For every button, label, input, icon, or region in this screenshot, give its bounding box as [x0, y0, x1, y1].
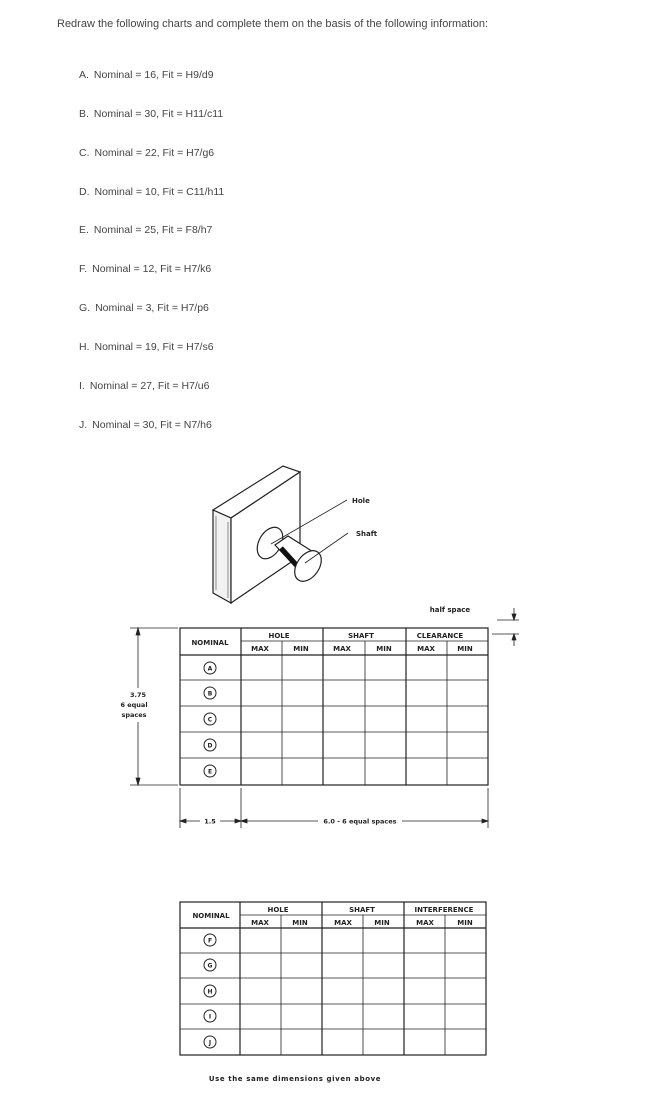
chart2-shaft-max: MAX [334, 919, 352, 927]
row-label-h: H [207, 988, 213, 996]
chart1-clearance-max: MAX [417, 645, 435, 653]
chart2-hole-min: MIN [292, 919, 308, 927]
row-label-b: B [207, 690, 213, 698]
item-letter: I. [79, 380, 85, 392]
item-text: Nominal = 30, Fit = H11/c11 [93, 108, 224, 120]
chart2-hole-max: MAX [251, 919, 269, 927]
item-text: Nominal = 22, Fit = H7/g6 [94, 147, 215, 159]
footer-note: Use the same dimensions given above [208, 1075, 382, 1083]
item-text: Nominal = 3, Fit = H7/p6 [95, 302, 209, 314]
row-label-e: E [207, 768, 213, 776]
half-space-dimension [492, 608, 519, 646]
item-letter: A. [79, 69, 89, 81]
row-label-f: F [207, 937, 213, 945]
item-letter: C. [79, 147, 90, 159]
chart2-nominal-header: NOMINAL [192, 912, 230, 920]
shaft-label: Shaft [356, 530, 378, 538]
width-dim-first: 1.5 [204, 817, 216, 826]
chart2-interference-header: INTERFERENCE [414, 906, 474, 914]
row-label-a: A [207, 665, 213, 673]
row-label-j: J [208, 1039, 212, 1047]
block-left-face [213, 510, 231, 603]
chart1-hole-header: HOLE [268, 632, 290, 640]
chart2-hole-header: HOLE [267, 906, 289, 914]
item-letter: B. [79, 108, 89, 120]
chart2-shaft-header: SHAFT [349, 906, 375, 914]
row-label-d: D [207, 742, 213, 750]
item-text: Nominal = 30, Fit = N7/h6 [92, 419, 212, 431]
row-label-i: I [208, 1013, 212, 1021]
half-space-label: half space [429, 606, 471, 614]
item-text: Nominal = 10, Fit = C11/h11 [94, 186, 225, 198]
block-shaft-figure [213, 466, 348, 603]
row-label-g: G [207, 962, 213, 970]
chart1-clearance-min: MIN [457, 645, 473, 653]
height-dim-note1: 6 equal [120, 701, 148, 709]
item-letter: E. [79, 224, 89, 236]
instructions-text: Redraw the following charts and complete them on the basis of the following information: [57, 18, 489, 30]
chart1-nominal-header: NOMINAL [191, 639, 229, 647]
item-text: Nominal = 12, Fit = H7/k6 [92, 263, 212, 275]
chart1-hole-max: MAX [251, 645, 269, 653]
chart1-shaft-min: MIN [376, 645, 392, 653]
chart2-table [180, 902, 486, 1055]
hole-label: Hole [352, 497, 370, 505]
chart2-shaft-min: MIN [374, 919, 390, 927]
chart2-interference-max: MAX [416, 919, 434, 927]
item-text: Nominal = 25, Fit = F8/h7 [93, 224, 213, 236]
chart1-shaft-header: SHAFT [348, 632, 374, 640]
item-letter: F. [79, 263, 88, 275]
item-text: Nominal = 16, Fit = H9/d9 [93, 69, 214, 81]
chart1-clearance-header: CLEARANCE [416, 632, 464, 640]
item-text: Nominal = 19, Fit = H7/s6 [94, 341, 214, 353]
item-text: Nominal = 27, Fit = H7/u6 [89, 380, 210, 392]
width-dim-rest: 6.0 - 6 equal spaces [323, 817, 397, 826]
chart1-shaft-max: MAX [333, 645, 351, 653]
item-letter: H. [79, 341, 90, 353]
item-letter: J. [79, 419, 88, 431]
height-dim-value: 3.75 [129, 691, 147, 699]
item-letter: D. [79, 186, 90, 198]
chart2-interference-min: MIN [457, 919, 473, 927]
shaft-leader [305, 533, 348, 563]
item-letter: G. [79, 302, 91, 314]
chart1-hole-min: MIN [293, 645, 309, 653]
row-label-c: C [207, 716, 213, 724]
height-dim-note2: spaces [121, 711, 147, 719]
